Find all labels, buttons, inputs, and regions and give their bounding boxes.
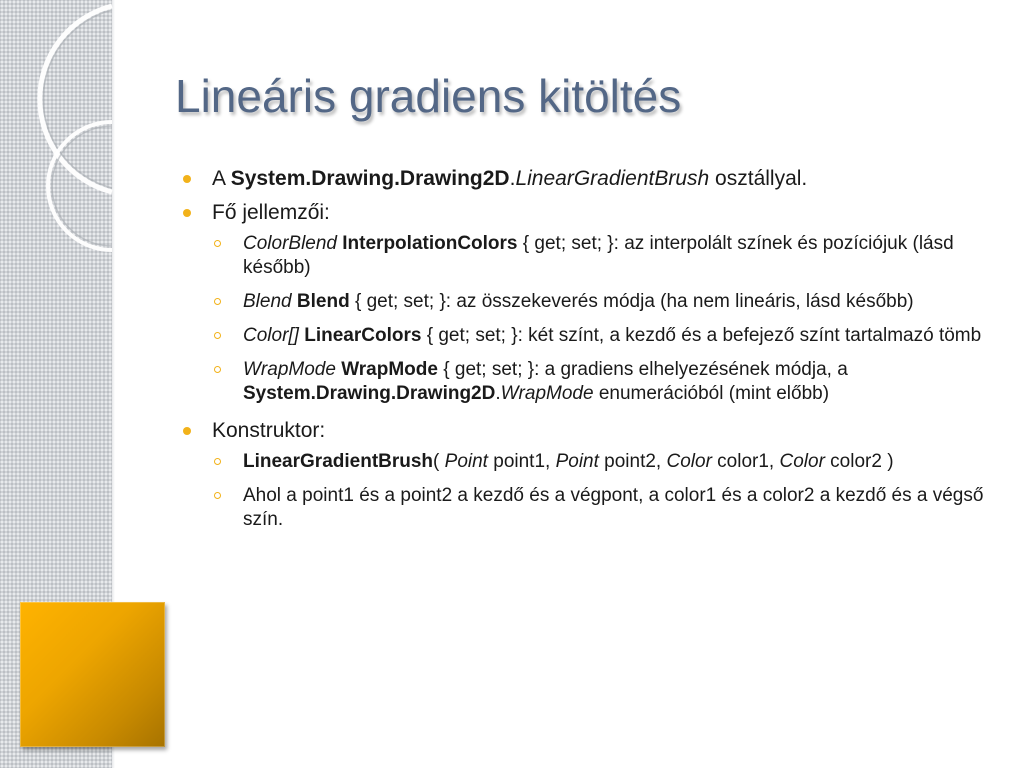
text-run: . xyxy=(509,167,516,190)
bullet-item xyxy=(182,164,992,194)
bullet-ring-icon xyxy=(214,458,221,465)
text-run: Color[] xyxy=(243,325,299,346)
sub-bullet-text xyxy=(243,233,954,278)
text-run: enumerációból (mint előbb) xyxy=(593,383,830,404)
decorative-arc-small-shadow xyxy=(52,126,112,246)
sub-bullet-text xyxy=(243,291,914,312)
text-run: { get; set; }: az interpolált színek és pozíciójuk (lásd később) xyxy=(243,233,954,278)
bullet-text xyxy=(212,167,807,190)
text-run: color2 ) xyxy=(824,451,894,472)
sub-bullet-text xyxy=(243,325,981,346)
text-run: WrapMode xyxy=(500,383,594,404)
text-run: Fő jellemzői: xyxy=(212,201,330,224)
sub-bullet-item xyxy=(212,324,992,348)
bullet-item xyxy=(182,416,992,446)
bullet-dot-icon xyxy=(183,175,191,183)
bullet-dot-icon xyxy=(183,209,191,217)
sub-bullet-text xyxy=(243,485,983,530)
sub-bullet-text xyxy=(243,359,848,404)
bullet-text xyxy=(212,201,330,224)
text-run: Ahol a point1 és a point2 a kezdő és a végpont, a color1 és a color2 a kezdő és a végső szín. xyxy=(243,485,984,530)
text-run: LinearGradientBrush xyxy=(515,167,710,190)
text-run: point2, xyxy=(598,451,667,472)
slide-title: Lineáris gradiens kitöltés xyxy=(175,70,682,122)
text-run: Color xyxy=(666,451,712,472)
bullet-text xyxy=(212,419,325,442)
text-run: Point xyxy=(555,451,599,472)
decorative-gold-square xyxy=(20,602,165,747)
text-run: osztállyal. xyxy=(709,167,808,190)
decorative-arc-small xyxy=(48,122,112,250)
text-run: LinearGradientBrush xyxy=(243,451,434,472)
text-run: A xyxy=(212,167,231,190)
text-run: Konstruktor: xyxy=(212,419,326,442)
text-run: point1, xyxy=(487,451,556,472)
text-run: Point xyxy=(444,451,488,472)
sub-bullet-text xyxy=(243,451,894,472)
text-run: ( xyxy=(433,451,445,472)
sub-bullet-list xyxy=(182,450,992,532)
sub-bullet-item xyxy=(212,290,992,314)
text-run: . xyxy=(495,383,501,404)
text-run: WrapMode xyxy=(243,359,336,380)
sub-bullet-item xyxy=(212,450,992,474)
sub-bullet-item xyxy=(212,358,992,406)
bullet-ring-icon xyxy=(214,492,221,499)
text-run: color1, xyxy=(711,451,780,472)
bullet-item xyxy=(182,198,992,228)
text-run: LinearColors xyxy=(304,325,422,346)
bullet-list xyxy=(182,164,992,532)
text-run: { get; set; }: a gradiens elhelyezésének módja, a xyxy=(437,359,848,380)
text-run: { get; set; }: az összekeverés módja (ha nem lineáris, lásd később) xyxy=(349,291,914,312)
bullet-ring-icon xyxy=(214,240,221,247)
decorative-arcs xyxy=(0,0,130,260)
text-run: InterpolationColors xyxy=(342,233,518,254)
text-run: System.Drawing.Drawing2D xyxy=(230,167,510,190)
text-run: Color xyxy=(779,451,825,472)
slide-content xyxy=(182,164,992,542)
sub-bullet-item xyxy=(212,232,992,280)
text-run: System.Drawing.Drawing2D xyxy=(243,383,496,404)
bullet-ring-icon xyxy=(214,298,221,305)
sub-bullet-item xyxy=(212,484,992,532)
sub-bullet-list xyxy=(182,232,992,406)
bullet-ring-icon xyxy=(214,332,221,339)
text-run: { get; set; }: két színt, a kezdő és a befejező színt tartalmazó tömb xyxy=(421,325,982,346)
bullet-dot-icon xyxy=(183,427,191,435)
text-run: Blend xyxy=(296,291,350,312)
text-run: Blend xyxy=(243,291,292,312)
bullet-ring-icon xyxy=(214,366,221,373)
text-run: WrapMode xyxy=(341,359,438,380)
text-run: ColorBlend xyxy=(243,233,337,254)
